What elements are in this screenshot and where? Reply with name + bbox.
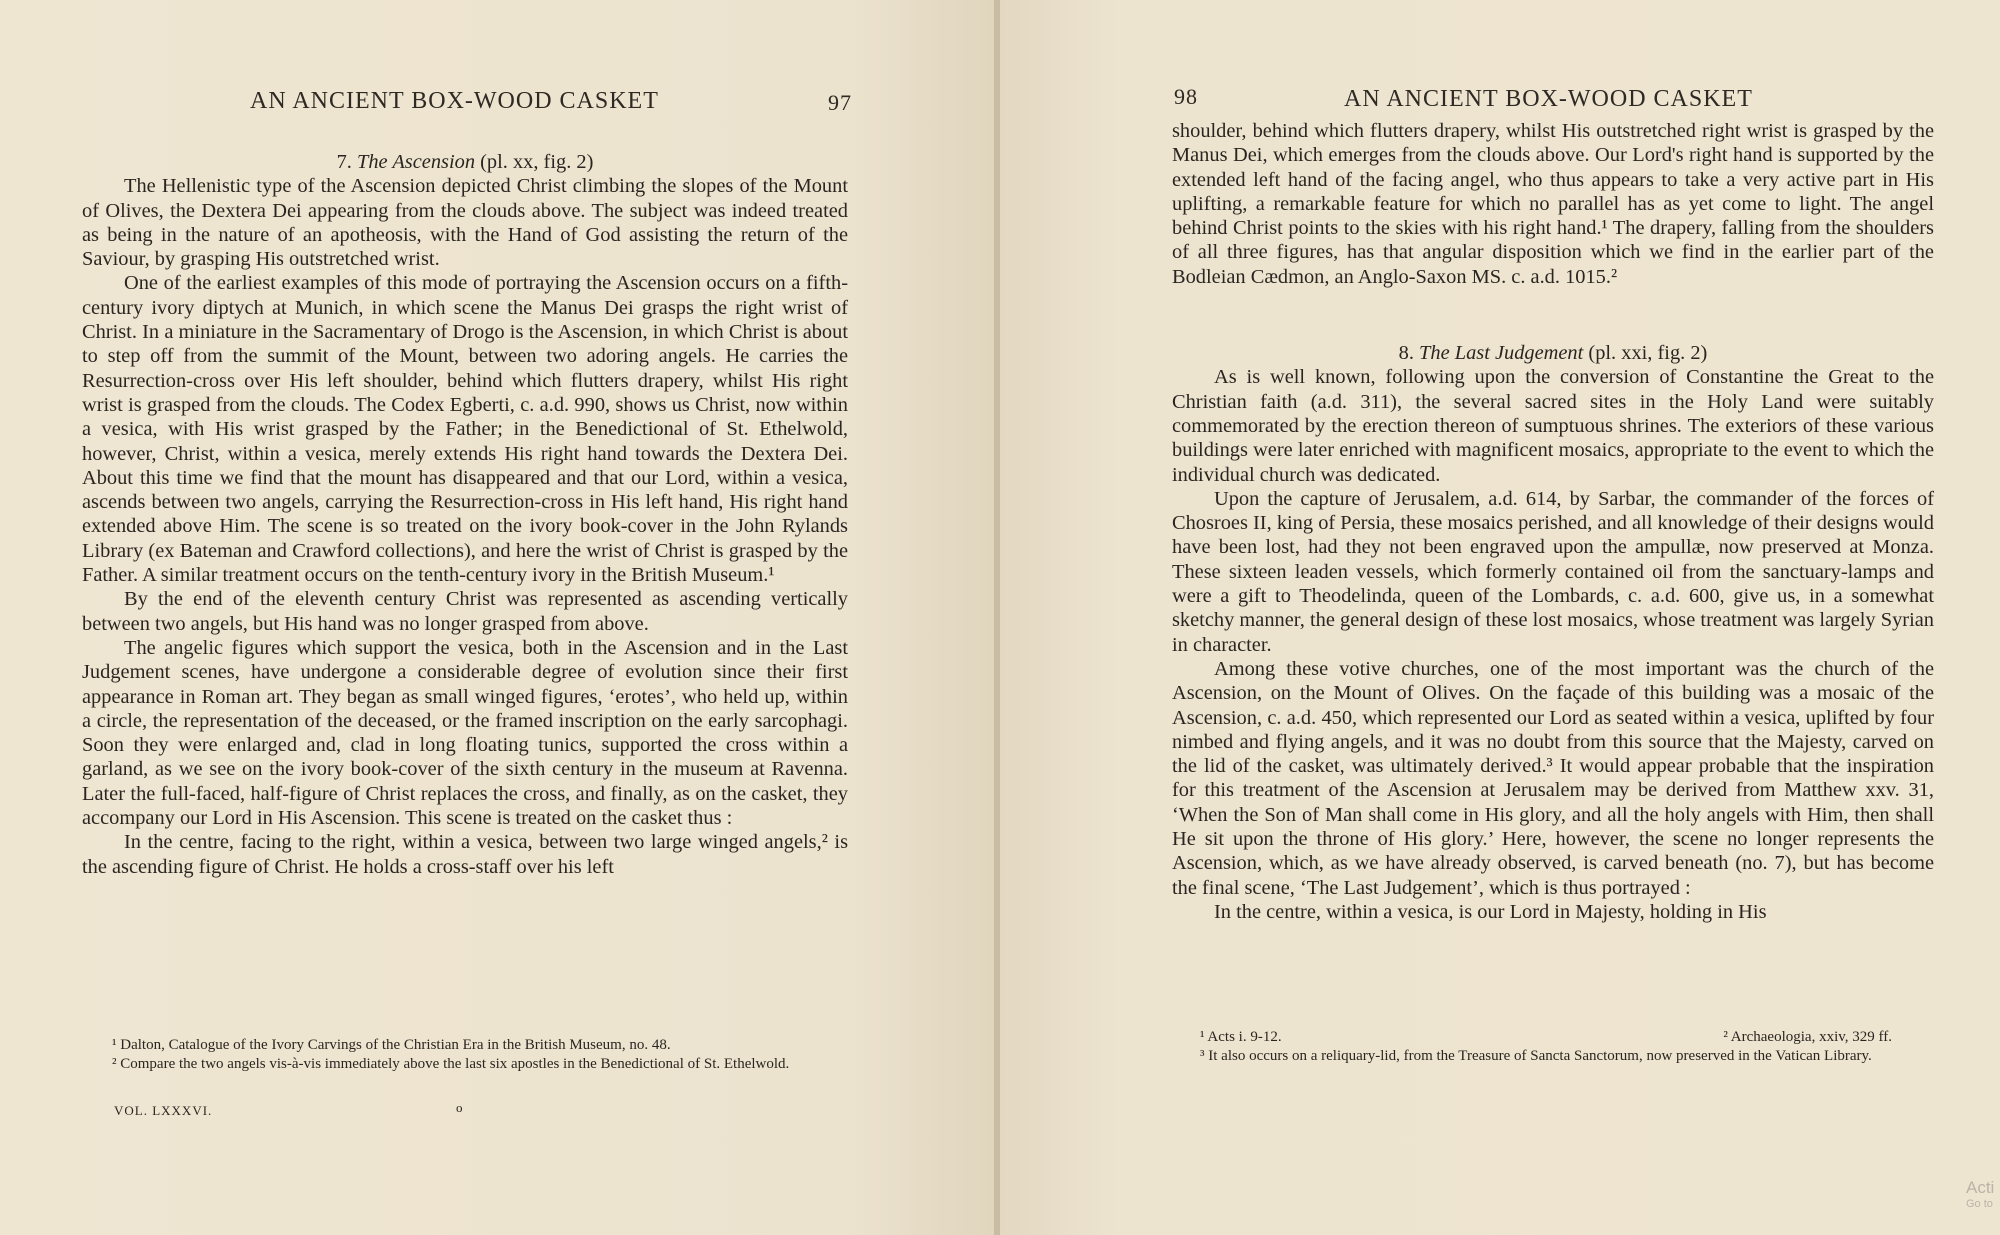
paragraph: One of the earliest examples of this mode of portraying the Ascension occurs on a fifth-century ivory diptych at Munich, in which scene the Manus Dei grasps the right wrist of Christ. In a miniature in the Sacramentary of Drogo is the Ascension, in which Christ is about to step off from the summit of the Mount, between two adoring angels. He carries the Resurrection-cross over His left shoulder, behind which flutters drapery, whilst His right wrist is grasped from the clouds. The Codex Egberti, c. a.d. 990, shows us Christ, now within a vesica, with His wrist grasped by the Father; in the Benedictional of St. Ethelwold, however, Christ, within a vesica, merely extends His right hand towards the Dextera Dei. About this time we find that the mount has disappeared and that our Lord, within a vesica, ascends between two angels, carrying the Resurrection-cross in His left hand, His right hand extended above Him. The scene is so treated on the ivory book-cover in the John Rylands Library (ex Bateman and Crawford collections), and here the wrist of Christ is grasped by the Father. A similar treatment occurs on the tenth-century ivory in the British Museum.¹ xyxy=(82,272,848,587)
left-page xyxy=(0,0,996,1235)
footnote: ¹ Dalton, Catalogue of the Ivory Carvings of the Christian Era in the British Museum, no. 48. xyxy=(112,1037,671,1053)
footnotes xyxy=(80,1036,848,1074)
plate-reference: (pl. xxi, fig. 2) xyxy=(1588,342,1708,365)
section-heading xyxy=(82,150,848,174)
section-title: The Last Judgement xyxy=(1419,342,1584,365)
watermark-line: Acti xyxy=(1966,1178,1995,1197)
page-number: 97 xyxy=(828,90,852,115)
paragraph: In the centre, facing to the right, within a vesica, between two large winged angels,² is the ascending figure of Christ. He holds a cross-staff over his left xyxy=(82,831,848,878)
section-heading xyxy=(1172,341,1934,365)
paragraph-continuation: shoulder, behind which flutters drapery, whilst His outstretched right wrist is grasped by the Manus Dei, which emerges from the clouds above. Our Lord's right hand is supported by the extended left hand of the facing angel, who thus appears to take a very active part in His uplifting, a remarkable feature for which no parallel has as yet come to light. The angel behind Christ points to the skies with his right hand.¹ The drapery, falling from the shoulders of all three figures, has that angular disposition which we find in the earlier part of the Bodleian Cædmon, an Anglo-Saxon MS. c. a.d. 1015.² xyxy=(1172,120,1934,288)
watermark-line: Go to xyxy=(1966,1198,1993,1210)
section-number: 7. xyxy=(336,151,352,173)
signature-mark: o xyxy=(456,1100,463,1115)
footnote: ¹ Acts i. 9-12. xyxy=(1200,1029,1282,1045)
paragraph: By the end of the eleventh century Christ was represented as ascending vertically between two angels, but His hand was no longer grasped from above. xyxy=(82,588,848,635)
paragraph: The Hellenistic type of the Ascension depicted Christ climbing the slopes of the Mount of Olives, the Dextera Dei appearing from the clouds above. The subject was indeed treated as being in the nature of an apotheosis, with the Hand of God assisting the return of the Saviour, by grasping His outstretched wrist. xyxy=(82,175,848,271)
section-title: The Ascension xyxy=(357,151,476,173)
paragraph: In the centre, within a vesica, is our Lord in Majesty, holding in His xyxy=(1214,900,1767,923)
paragraph: Among these votive churches, one of the most important was the church of the Ascension, on the Mount of Olives. On the façade of this building was a mosaic of the Ascension, c. a.d. 450, which represented our Lord as seated within a vesica, uplifted by four nimbed and flying angels, and it was no doubt from this source that the Majesty, carved on the lid of the casket, was ultimately derived.³ It would appear probable that the inspiration for this treatment of the Ascension at Jerusalem may be derived from Matthew xxv. 31, ‘When the Son of Man shall come in His glory, and all the holy angels with Him, then shall He sit upon the throne of His glory.’ Here, however, the scene no longer represents the Ascension, which, as we have already observed, is carved beneath (no. 7), but has become the final scene, ‘The Last Judgement’, which is thus portrayed : xyxy=(1172,657,1934,899)
footnotes xyxy=(1168,1028,1932,1066)
activation-watermark xyxy=(1966,1178,2000,1210)
footnote-row xyxy=(1168,1028,1932,1047)
body-text xyxy=(82,150,848,879)
right-page xyxy=(1000,0,2000,1235)
volume-signature: VOL. LXXXVI. xyxy=(114,1103,213,1118)
paragraph: Upon the capture of Jerusalem, a.d. 614, by Sarbar, the commander of the forces of Chosroes II, king of Persia, these mosaics perished, and all knowledge of their designs would have been lost, had they not been engraved upon the ampullæ, now preserved at Monza. These sixteen leaden vessels, which formerly contained oil from the sanctuary-lamps and were a gift to Theodelinda, queen of the Lombards, c. a.d. 600, give us, in a somewhat sketchy manner, the general design of these lost mosaics, whose treatment was largely Syrian in character. xyxy=(1172,487,1934,656)
footnote: ³ It also occurs on a reliquary-lid, from the Treasure of Sancta Sanctorum, now preserved in the Vatican Library. xyxy=(1200,1048,1872,1064)
paragraph: The angelic figures which support the vesica, both in the Ascension and in the Last Judgement scenes, have undergone a considerable degree of evolution since their first appearance in Roman art. They began as small winged figures, ‘erotes’, who held up, within a circle, the representation of the deceased, or the framed inscription on the early sarcophagi. Soon they were enlarged and, clad in long floating tunics, supported the cross within a garland, as we see on the ivory book-cover of the sixth century in the museum at Ravenna. Later the full-faced, half-figure of Christ replaces the cross, and finally, as on the casket, they accompany our Lord in His Ascension. This scene is treated on the casket thus : xyxy=(82,636,848,830)
footnote: ² Archaeologia, xxiv, 329 ff. xyxy=(1723,1029,1892,1045)
footnote: ² Compare the two angels vis-à-vis immediately above the last six apostles in the Benedictional of St. Ethelwold. xyxy=(112,1056,790,1072)
body-text xyxy=(1172,119,1934,924)
running-title: AN ANCIENT BOX-WOOD CASKET xyxy=(250,88,659,114)
paragraph: As is well known, following upon the conversion of Constantine the Great to the Christian faith (a.d. 311), the several sacred sites in the Holy Land were suitably commemorated by the erection thereon of sumptuous shrines. The exteriors of these various buildings were later enriched with magnificent mosaics, appropriate to the event to which the individual church was dedicated. xyxy=(1172,366,1934,486)
page-number: 98 xyxy=(1174,84,1198,109)
plate-reference: (pl. xx, fig. 2) xyxy=(480,151,594,173)
running-title: AN ANCIENT BOX-WOOD CASKET xyxy=(1344,86,1753,112)
section-number: 8. xyxy=(1398,342,1414,365)
